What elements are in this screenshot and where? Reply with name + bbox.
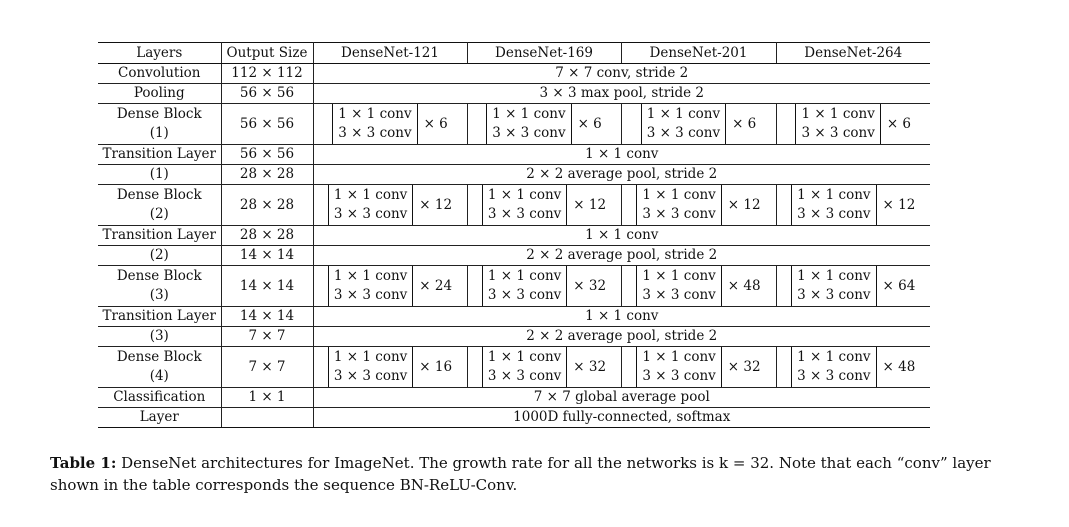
repeat-multiplier: × 16 [419, 358, 453, 375]
dense-block-cell [313, 347, 467, 388]
conv-1x1: 1 × 1 conv [487, 349, 562, 365]
conv-bracket [328, 347, 413, 387]
bracket-group [468, 185, 621, 225]
header-densenet-264: DenseNet-264 [776, 43, 930, 64]
bracket-group [314, 104, 467, 144]
transition-pool-row [98, 165, 930, 185]
header-output-size: Output Size [221, 43, 313, 64]
conv-bracket [636, 266, 721, 306]
bracket-group [314, 347, 467, 387]
dense-block-row [98, 185, 930, 226]
caption-label: Table 1: [50, 454, 117, 472]
table-caption [50, 452, 1030, 496]
row-output-size: 1 × 1 [221, 388, 313, 408]
repeat-multiplier: × 48 [882, 358, 916, 375]
header-layers: Layers [98, 43, 221, 64]
repeat-multiplier: × 6 [423, 115, 448, 132]
transition-pool-row [98, 327, 930, 347]
conv-1x1: 1 × 1 conv [333, 349, 408, 365]
row-output-size: 7 × 7 [221, 327, 313, 347]
repeat-multiplier: × 12 [573, 196, 607, 213]
row-spec: 2 × 2 average pool, stride 2 [313, 327, 930, 347]
dense-block-cell [313, 185, 467, 226]
bracket-group [622, 104, 776, 144]
block-name: Dense Block [116, 268, 202, 284]
repeat-multiplier: × 32 [573, 358, 607, 375]
row-output-size: 112 × 112 [221, 64, 313, 84]
conv-3x3: 3 × 3 conv [487, 368, 562, 384]
row-spec: 1 × 1 conv [313, 307, 930, 327]
row-output-size: 28 × 28 [221, 185, 313, 226]
transition-conv-row [98, 307, 930, 327]
repeat-multiplier: × 6 [732, 115, 757, 132]
dense-block-cell [467, 104, 621, 145]
architecture-table [98, 42, 930, 428]
block-name: Dense Block [116, 187, 202, 203]
dense-block-cell [776, 266, 930, 307]
row-spec: 1 × 1 conv [313, 226, 930, 246]
transition-pool-row [98, 246, 930, 266]
bracket-group [468, 104, 621, 144]
dense-block-cell [313, 104, 467, 145]
conv-bracket [332, 104, 417, 144]
conv-3x3: 3 × 3 conv [797, 206, 871, 222]
dense-block-cell [776, 347, 930, 388]
row-output-size: 56 × 56 [221, 145, 313, 165]
row-layer-index: (3) [98, 327, 221, 347]
header-row [98, 43, 930, 64]
repeat-multiplier: × 6 [577, 115, 602, 132]
conv-bracket [641, 104, 726, 144]
bracket-group [622, 185, 776, 225]
block-index: (2) [149, 206, 169, 222]
row-layer-label: Transition Layer [98, 145, 221, 165]
bracket-group [468, 347, 621, 387]
conv-1x1: 1 × 1 conv [642, 268, 716, 284]
conv-1x1: 1 × 1 conv [333, 268, 408, 284]
conv-3x3: 3 × 3 conv [333, 287, 408, 303]
row-layer-label [98, 185, 221, 226]
repeat-multiplier: × 64 [882, 277, 916, 294]
classification-pool-row [98, 388, 930, 408]
block-index: (3) [149, 287, 169, 303]
bracket-group [622, 347, 776, 387]
conv-1x1: 1 × 1 conv [642, 187, 716, 203]
bracket-group [777, 347, 931, 387]
row-output-size: 56 × 56 [221, 104, 313, 145]
conv-bracket [482, 185, 567, 225]
dense-block-cell [621, 347, 776, 388]
row-output-size: 56 × 56 [221, 84, 313, 104]
conv-3x3: 3 × 3 conv [642, 287, 716, 303]
dense-block-cell [621, 104, 776, 145]
repeat-multiplier: × 32 [727, 358, 761, 375]
row-layer-label [98, 347, 221, 388]
row-layer-label: Classification [98, 388, 221, 408]
header-densenet-201: DenseNet-201 [621, 43, 776, 64]
conv-3x3: 3 × 3 conv [646, 125, 721, 141]
dense-block-cell [621, 185, 776, 226]
conv-bracket [791, 266, 876, 306]
dense-block-row [98, 266, 930, 307]
row-output-size: 28 × 28 [221, 226, 313, 246]
caption-text: DenseNet architectures for ImageNet. The growth rate for all the networks is k = 32. Note that each “conv” layer shown in the table corresponds the sequence BN-ReLU-Conv. [50, 454, 991, 494]
conv-3x3: 3 × 3 conv [797, 368, 871, 384]
conv-bracket [636, 347, 721, 387]
conv-3x3: 3 × 3 conv [487, 287, 562, 303]
pooling-row [98, 84, 930, 104]
row-layer-label: Transition Layer [98, 307, 221, 327]
conv-1x1: 1 × 1 conv [487, 268, 562, 284]
conv-1x1: 1 × 1 conv [797, 268, 871, 284]
header-densenet-121: DenseNet-121 [313, 43, 467, 64]
row-spec: 1 × 1 conv [313, 145, 930, 165]
conv-1x1: 1 × 1 conv [801, 106, 875, 122]
dense-block-cell [467, 185, 621, 226]
bracket-group [468, 266, 621, 306]
row-spec: 7 × 7 global average pool [313, 388, 930, 408]
row-spec: 2 × 2 average pool, stride 2 [313, 165, 930, 185]
row-layer-label [98, 104, 221, 145]
dense-block-row [98, 104, 930, 145]
repeat-multiplier: × 48 [727, 277, 761, 294]
bracket-group [777, 185, 931, 225]
conv-bracket [328, 185, 413, 225]
conv-3x3: 3 × 3 conv [642, 368, 716, 384]
repeat-multiplier: × 12 [882, 196, 916, 213]
conv-3x3: 3 × 3 conv [487, 206, 562, 222]
conv-bracket [791, 347, 876, 387]
conv-bracket [486, 104, 571, 144]
conv-3x3: 3 × 3 conv [333, 368, 408, 384]
conv-1x1: 1 × 1 conv [797, 349, 871, 365]
row-output-size: 7 × 7 [221, 347, 313, 388]
row-layer-label: Pooling [98, 84, 221, 104]
conv-1x1: 1 × 1 conv [797, 187, 871, 203]
dense-block-cell [776, 104, 930, 145]
row-spec: 1000D fully-connected, softmax [313, 408, 930, 428]
conv-3x3: 3 × 3 conv [797, 287, 871, 303]
row-layer-label [98, 266, 221, 307]
conv-3x3: 3 × 3 conv [492, 125, 566, 141]
conv-bracket [482, 266, 567, 306]
dense-block-cell [313, 266, 467, 307]
conv-1x1: 1 × 1 conv [333, 187, 408, 203]
conv-1x1: 1 × 1 conv [646, 106, 721, 122]
conv-3x3: 3 × 3 conv [333, 206, 408, 222]
row-layer-label: Convolution [98, 64, 221, 84]
repeat-multiplier: × 6 [886, 115, 912, 132]
conv-3x3: 3 × 3 conv [801, 125, 875, 141]
block-name: Dense Block [116, 349, 202, 365]
dense-block-row [98, 347, 930, 388]
conv-bracket [791, 185, 876, 225]
row-output-size: 14 × 14 [221, 307, 313, 327]
conv-bracket [328, 266, 413, 306]
row-spec: 3 × 3 max pool, stride 2 [313, 84, 930, 104]
classification-fc-row [98, 408, 930, 428]
row-output-size: 14 × 14 [221, 266, 313, 307]
dense-block-cell [621, 266, 776, 307]
repeat-multiplier: × 12 [419, 196, 453, 213]
bracket-group [777, 104, 931, 144]
dense-block-cell [467, 347, 621, 388]
conv-1x1: 1 × 1 conv [492, 106, 566, 122]
conv-3x3: 3 × 3 conv [338, 125, 412, 141]
row-spec: 2 × 2 average pool, stride 2 [313, 246, 930, 266]
transition-conv-row [98, 226, 930, 246]
repeat-multiplier: × 24 [419, 277, 453, 294]
conv-bracket [636, 185, 721, 225]
row-layer-label: Transition Layer [98, 226, 221, 246]
bracket-group [314, 266, 467, 306]
conv-3x3: 3 × 3 conv [642, 206, 716, 222]
row-layer-label: Layer [98, 408, 221, 428]
row-spec: 7 × 7 conv, stride 2 [313, 64, 930, 84]
dense-block-cell [467, 266, 621, 307]
block-name: Dense Block [116, 106, 202, 122]
bracket-group [314, 185, 467, 225]
block-index: (4) [149, 368, 169, 384]
conv-bracket [795, 104, 880, 144]
row-output-size: 28 × 28 [221, 165, 313, 185]
transition-conv-row [98, 145, 930, 165]
repeat-multiplier: × 12 [727, 196, 761, 213]
bracket-group [622, 266, 776, 306]
convolution-row [98, 64, 930, 84]
header-densenet-169: DenseNet-169 [467, 43, 621, 64]
row-layer-index: (2) [98, 246, 221, 266]
block-index: (1) [149, 125, 169, 141]
bracket-group [777, 266, 931, 306]
conv-1x1: 1 × 1 conv [338, 106, 412, 122]
conv-bracket [482, 347, 567, 387]
repeat-multiplier: × 32 [573, 277, 607, 294]
row-layer-index: (1) [98, 165, 221, 185]
row-output-size [221, 408, 313, 428]
dense-block-cell [776, 185, 930, 226]
conv-1x1: 1 × 1 conv [642, 349, 716, 365]
row-output-size: 14 × 14 [221, 246, 313, 266]
conv-1x1: 1 × 1 conv [487, 187, 562, 203]
